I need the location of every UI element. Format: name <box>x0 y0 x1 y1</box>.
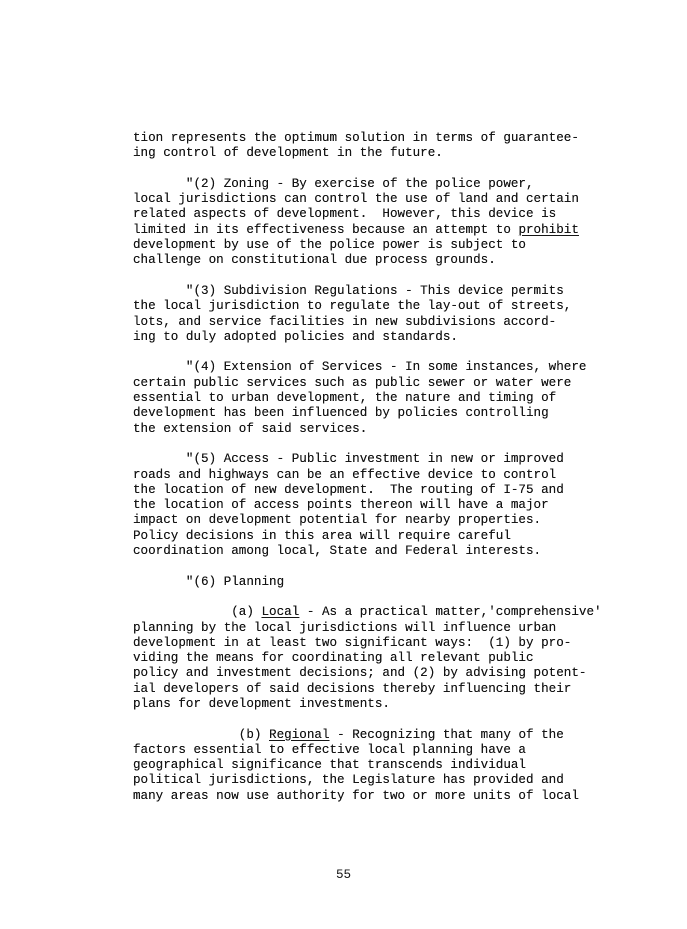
text-line: the extension of said services. <box>133 421 368 436</box>
text-line: the location of access points thereon will have a major <box>133 498 549 513</box>
text-line: certain public services such as public sewer or water were <box>133 375 572 390</box>
text-line: limited in its effectiveness because an attempt to prohibit <box>133 222 579 237</box>
text-line: planning by the local jurisdictions will influence urban <box>133 620 557 635</box>
text-line: ing to duly adopted policies and standards. <box>133 329 458 344</box>
text-line: "(6) Planning <box>133 574 285 589</box>
underlined-text: prohibit <box>518 222 579 237</box>
text-line: Policy decisions in this area will require careful <box>133 528 511 543</box>
paragraph-gap <box>133 559 593 574</box>
text-line: plans for development investments. <box>133 696 390 711</box>
text-line: development by use of the police power is subject to <box>133 238 526 253</box>
text-line: lots, and service facilities in new subdivisions accord- <box>133 314 557 329</box>
paragraph-gap <box>133 712 593 727</box>
paragraph-gap <box>133 269 593 284</box>
text-line: development has been influenced by policies controlling <box>133 406 549 421</box>
text-line: "(3) Subdivision Regulations - This device permits <box>133 283 564 298</box>
text-line: impact on development potential for nearby properties. <box>133 513 542 528</box>
text-line: ial developers of said decisions thereby influencing their <box>133 681 572 696</box>
text-line: "(4) Extension of Services - In some instances, where <box>133 360 587 375</box>
paragraph-gap <box>133 345 593 360</box>
text-line: coordination among local, State and Federal interests. <box>133 544 542 559</box>
text-line: ing control of development in the future. <box>133 146 443 161</box>
text-line: "(2) Zoning - By exercise of the police power, <box>133 176 534 191</box>
text-line: essential to urban development, the nature and timing of <box>133 391 557 406</box>
text-line: (a) Local - As a practical matter,'comprehensive' <box>133 605 602 620</box>
text-line: political jurisdictions, the Legislature has provided and <box>133 773 564 788</box>
underlined-text: Local <box>261 605 300 620</box>
text-line: tion represents the optimum solution in terms of guarantee- <box>133 131 579 145</box>
text-line: challenge on constitutional due process grounds. <box>133 253 496 268</box>
text-line: related aspects of development. However, this device is <box>133 207 557 222</box>
text-line: development in at least two significant ways: (1) by pro- <box>133 635 572 650</box>
text-line: policy and investment decisions; and (2) by advising potent- <box>133 666 587 681</box>
underlined-text: Regional <box>269 727 330 742</box>
paragraph-gap <box>133 590 593 605</box>
text-line: the local jurisdiction to regulate the lay-out of streets, <box>133 299 572 314</box>
body-text <box>133 131 602 804</box>
text-line: many areas now use authority for two or more units of local <box>133 788 579 803</box>
text-line: roads and highways can be an effective device to control <box>133 467 557 482</box>
text-line: local jurisdictions can control the use of land and certain <box>133 192 579 207</box>
text-line: "(5) Access - Public investment in new or improved <box>133 452 564 467</box>
paragraph-gap <box>133 162 593 177</box>
page-number: 55 <box>335 868 352 882</box>
text-line: viding the means for coordinating all relevant public <box>133 651 534 666</box>
text-line: geographical significance that transcends individual <box>133 758 526 773</box>
text-line: the location of new development. The routing of I-75 and <box>133 482 564 497</box>
text-line: (b) Regional - Recognizing that many of the <box>133 727 564 742</box>
text-line: factors essential to effective local planning have a <box>133 742 526 757</box>
paragraph-gap <box>133 437 593 452</box>
